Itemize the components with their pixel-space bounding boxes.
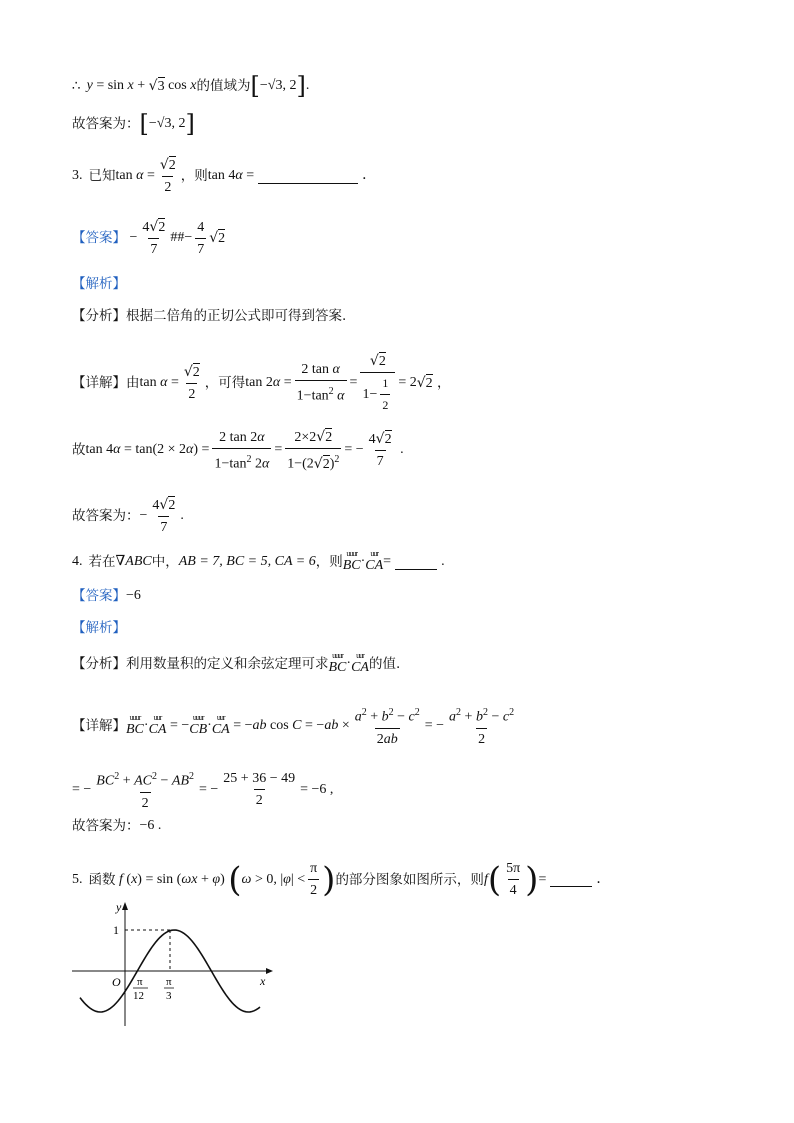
q4-answer-value: −6 <box>126 588 141 603</box>
sine-graph <box>70 898 280 1033</box>
q3-answer-line: 【答案】 − 4 √ 2 7 ## − $\frac{4}{7}$ √ 2 <box>72 219 226 257</box>
q5-number: 5. <box>72 871 83 887</box>
y-axis-label: y <box>116 900 122 914</box>
origin-label: O <box>112 975 121 989</box>
q3-analysis-head: 【解析】 <box>72 276 126 292</box>
q4-answer-line <box>72 586 141 606</box>
q3-final-label: 故答案为： <box>72 508 140 524</box>
expr-eq: = sin x + <box>92 78 149 93</box>
q4-number: 4. <box>72 554 83 569</box>
q4-fenxi: 【分析】 利用数量积的定义和余弦定理可求 uuur BC · uur CA 的值. <box>72 651 401 675</box>
expr-cos: cos x <box>164 78 197 93</box>
answer-label: 故答案为： <box>72 116 140 132</box>
range-suffix: 的值域为 <box>196 78 251 94</box>
q3-answer-label: 【答案】 <box>72 230 126 246</box>
q5-answer-blank[interactable] <box>550 872 592 887</box>
q3-frac-sqrt2-over-2: √ 2 2 <box>159 157 176 195</box>
q3-fenxi-label: 【分析】 <box>72 308 126 324</box>
x-tick-pi12-num: π <box>137 976 143 988</box>
q4-triangle: ∇ABC <box>115 554 152 569</box>
q3-detail-1: 【详解】 由 tan α = √ 2 2 ，可得 tan 2α = $\frac{\text{2 tan α}}{1-\tan^2 \alpha}$ = √ 2 1− $\frac{1}{2}$ = 2 √ 2 ， <box>72 353 451 412</box>
x-axis-arrow <box>266 968 273 974</box>
x-tick-pi3-den: 3 <box>166 990 172 1002</box>
q3-answer-blank[interactable] <box>258 169 358 184</box>
q3-stem: 3. 已知 tan α = √ 2 2 ，则 tan 4α = ． <box>72 157 377 195</box>
q4-condition: AB = 7, BC = 5, CA = 6 <box>178 554 316 569</box>
expr-y: y <box>86 78 93 93</box>
q4-answer-label: 【答案】 <box>72 588 126 604</box>
line-answer-range: 故答案为： [ −√3, 2 ] <box>72 110 195 138</box>
therefore-symbol: ∴ <box>72 78 81 94</box>
q3-fenxi <box>72 306 346 326</box>
q3-number: 3. <box>72 168 83 183</box>
answer-range-value: −√3, 2 <box>148 116 186 131</box>
x-tick-pi3-num: π <box>166 976 172 988</box>
q3-final: 故答案为： − 4 √ 2 7 . <box>72 497 184 535</box>
q3-detail-label: 【详解】 <box>72 375 126 391</box>
q4-stem: 4. 若在 ∇ABC 中， AB = 7, BC = 5, CA = 6 ，则 uuur BC · uur CA = . <box>72 549 445 573</box>
x-tick-pi12-den: 12 <box>133 990 144 1002</box>
q3-fenxi-text: 根据二倍角的正切公式即可得到答案. <box>126 308 347 324</box>
range-value: −√3, 2 <box>259 78 297 93</box>
q3-given: 已知 <box>88 168 116 184</box>
q4-detail-1: 【详解】 uuur BC · uur CA = − uuur CB · uur CA = −ab cos C = −ab × $\frac{a^2 + b^2 - c^2}{2ab}$ = − $\frac{a^2 + b^2 - c^2}{2}$ <box>72 707 515 747</box>
q5-stem: 5. 函数 f (x) = sin (ωx + φ) ( ω > 0, |φ| < $\frac{\pi}{2}$ ) 的部分图象如图所示，则 f ( $\frac{5\pi}{4}$ ) = ． <box>72 859 611 900</box>
q4-final: 故答案为： −6 . <box>72 818 162 834</box>
q3-ans-sep: ## <box>170 230 185 245</box>
q3-then: ，则 <box>180 168 208 184</box>
line-range-statement: ∴ y = sin x + √ 3 cos x 的值域为 [ −√3, 2 ] . <box>72 72 310 100</box>
sqrt3: √ 3 <box>148 78 165 94</box>
y-tick-1: 1 <box>113 923 119 937</box>
x-axis-label: x <box>260 974 266 988</box>
q4-detail-2: = − $\frac{BC^2 + AC^2 - AB^2}{2}$ = − $\frac{25 + 36 - 49}{2}$ = −6 , <box>72 771 334 811</box>
y-axis-arrow <box>122 902 128 910</box>
q3-detail-2: 故 tan 4α = tan(2 × 2α) = $\frac{2 \tan 2\alpha}{1-\tan^2 2\alpha}$ = 2×2 √ 2 1−(2 √ 2 )$^2$ = − 4 √ 2 7 . <box>72 429 404 472</box>
q4-answer-blank[interactable] <box>395 555 437 570</box>
q4-analysis-head: 【解析】 <box>72 620 126 636</box>
